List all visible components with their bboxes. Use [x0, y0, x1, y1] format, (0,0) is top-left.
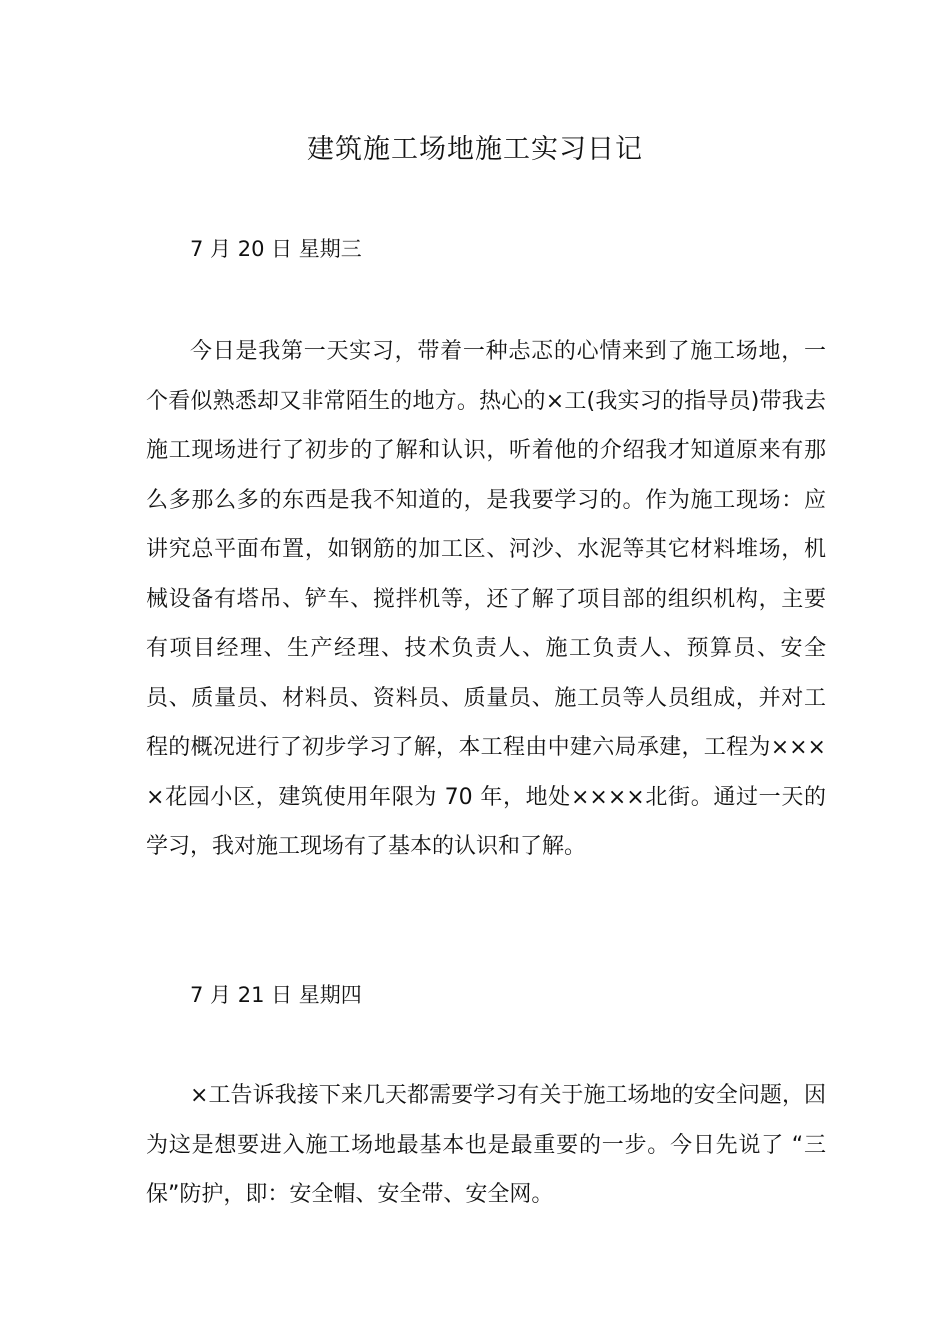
entry-date: 7 月 20 日 星期三 — [190, 237, 362, 261]
entry-body: ×工告诉我接下来几天都需要学习有关于施工场地的安全问题，因为这是想要进入施工场地最基本也是最重要的一步。今日先说了 “三保”防护，即：安全帽、安全带、安全网。 — [146, 1083, 826, 1207]
entry-body: 今日是我第一天实习，带着一种忐忑的心情来到了施工场地，一个看似熟悉却又非常陌生的地方。热心的×工(我实习的指导员)带我去施工现场进行了初步的了解和认识，听着他的介绍我才知道原来有那么多那么多的东西是我不知道的，是我要学习的。作为施工现场：应讲究总平面布置，如钢筋的加工区、河沙、水泥等其它材料堆场，机械设备有塔吊、铲车、搅拌机等，还了解了项目部的组织机构，主要有项目经理、生产经理、技术负责人、施工负责人、预算员、安全员、质量员、材料员、资料员、质量员、施工员等人员组成，并对工程的概况进行了初步学习了解，本工程由中建六局承建，工程为××××花园小区，建筑使用年限为 70 年，地处××××北街。通过一天的学习，我对施工现场有了基本的认识和了解。 — [146, 339, 826, 859]
page-title: 建筑施工场地施工实习日记 — [307, 134, 643, 165]
entry-date: 7 月 21 日 星期四 — [190, 983, 362, 1007]
